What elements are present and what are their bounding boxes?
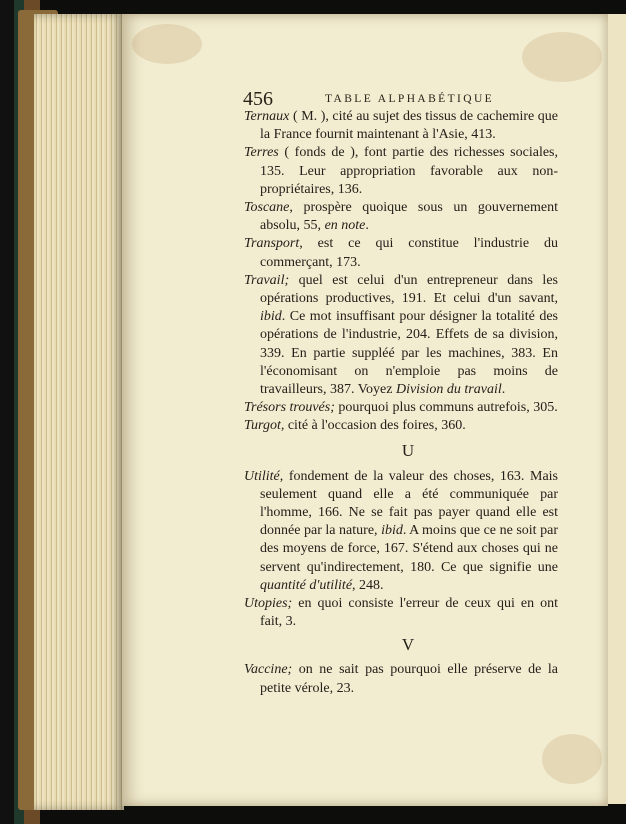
entry-term: Toscane <box>244 200 290 216</box>
index-entry <box>244 108 558 144</box>
page-number: 456 <box>243 88 273 110</box>
facing-page-edge <box>606 14 626 804</box>
entry-text: ( M. ), cité au sujet des tissus de cachemire que la France fournit maintenant à l'Asie, 413. <box>260 109 558 143</box>
entry-text: quel est celui d'un entrepreneur dans les opérations productives, 191. Et celui d'un savant, <box>260 272 558 307</box>
index-entry <box>244 272 558 399</box>
paper-stain <box>132 24 202 64</box>
entry-text: cité à l'occasion des foires, 360. <box>284 418 466 434</box>
entry-text: , fondement de la valeur des choses, 163. Mais seulement quand elle a été communiquée par l'homme, 166. Ne se fait pas payer quand elle est donnée par la nature, <box>260 468 558 539</box>
entry-term: Travail; <box>244 272 290 288</box>
entry-text: , est ce qui constitue l'industrie du commerçant, 173. <box>260 236 558 270</box>
entry-text: . <box>501 382 506 398</box>
entry-text: on ne sait pas pourquoi elle préserve de la petite vérole, 23. <box>260 662 558 696</box>
index-entry <box>244 235 558 271</box>
entry-term: Trésors trouvés; <box>244 400 335 416</box>
entry-text: . A moins que ce ne soit par des moyens de force, 167. S'étend aux choses qui ne servent qu'indirectement, 180. Ce que signifie une <box>260 523 558 575</box>
entry-term: Ternaux <box>244 109 290 124</box>
entry-text: . <box>365 218 369 234</box>
page-edges <box>34 14 124 810</box>
entry-emphasis: Division du travail <box>395 382 502 398</box>
entry-emphasis: quantité d'utilité <box>260 577 353 593</box>
entry-text: . Ce mot insuffisant pour désigner la totalité des opérations de l'industrie, 204. Effets de sa division, 339. En partie suppléé par les machines, 383. En l'économisant on n'emploie pas moins de travailleurs, 387. Voyez <box>260 309 558 398</box>
entry-text: ( fonds de ), font partie des richesses sociales, 135. Leur appropriation favorable aux non-propriétaires, 136. <box>260 145 558 197</box>
entry-term: Turgot, <box>244 418 285 434</box>
entry-term: Transport <box>244 236 300 252</box>
entry-emphasis: en note <box>324 218 366 234</box>
index-entry <box>244 595 558 631</box>
section-letter-v: V <box>401 635 415 655</box>
entry-text: en quoi consiste l'erreur de ceux qui en ont fait, 3. <box>260 596 558 630</box>
entry-text: pourquoi plus communs autrefois, 305. <box>334 400 558 416</box>
index-entry <box>244 661 558 697</box>
index-entry <box>244 417 558 435</box>
entry-text: , 248. <box>352 577 384 593</box>
entry-emphasis: ibid <box>381 523 403 539</box>
paper-stain <box>522 32 602 82</box>
entry-term: Utilité <box>244 468 280 484</box>
entry-term: Utopies; <box>244 596 293 612</box>
index-entry <box>244 468 558 595</box>
paper-stain <box>542 734 602 784</box>
entry-emphasis: ibid <box>260 309 282 325</box>
entry-term: Vaccine; <box>244 662 293 678</box>
entry-term: Terres <box>244 145 279 161</box>
index-entry <box>244 199 558 235</box>
entry-text: , prospère quoique sous un gouvernement absolu, 55, <box>260 200 558 234</box>
running-title: TABLE ALPHABÉTIQUE <box>325 93 495 105</box>
index-entry <box>244 144 558 199</box>
section-letter-u: U <box>401 440 415 460</box>
index-text <box>244 108 558 698</box>
index-entry <box>244 399 558 417</box>
